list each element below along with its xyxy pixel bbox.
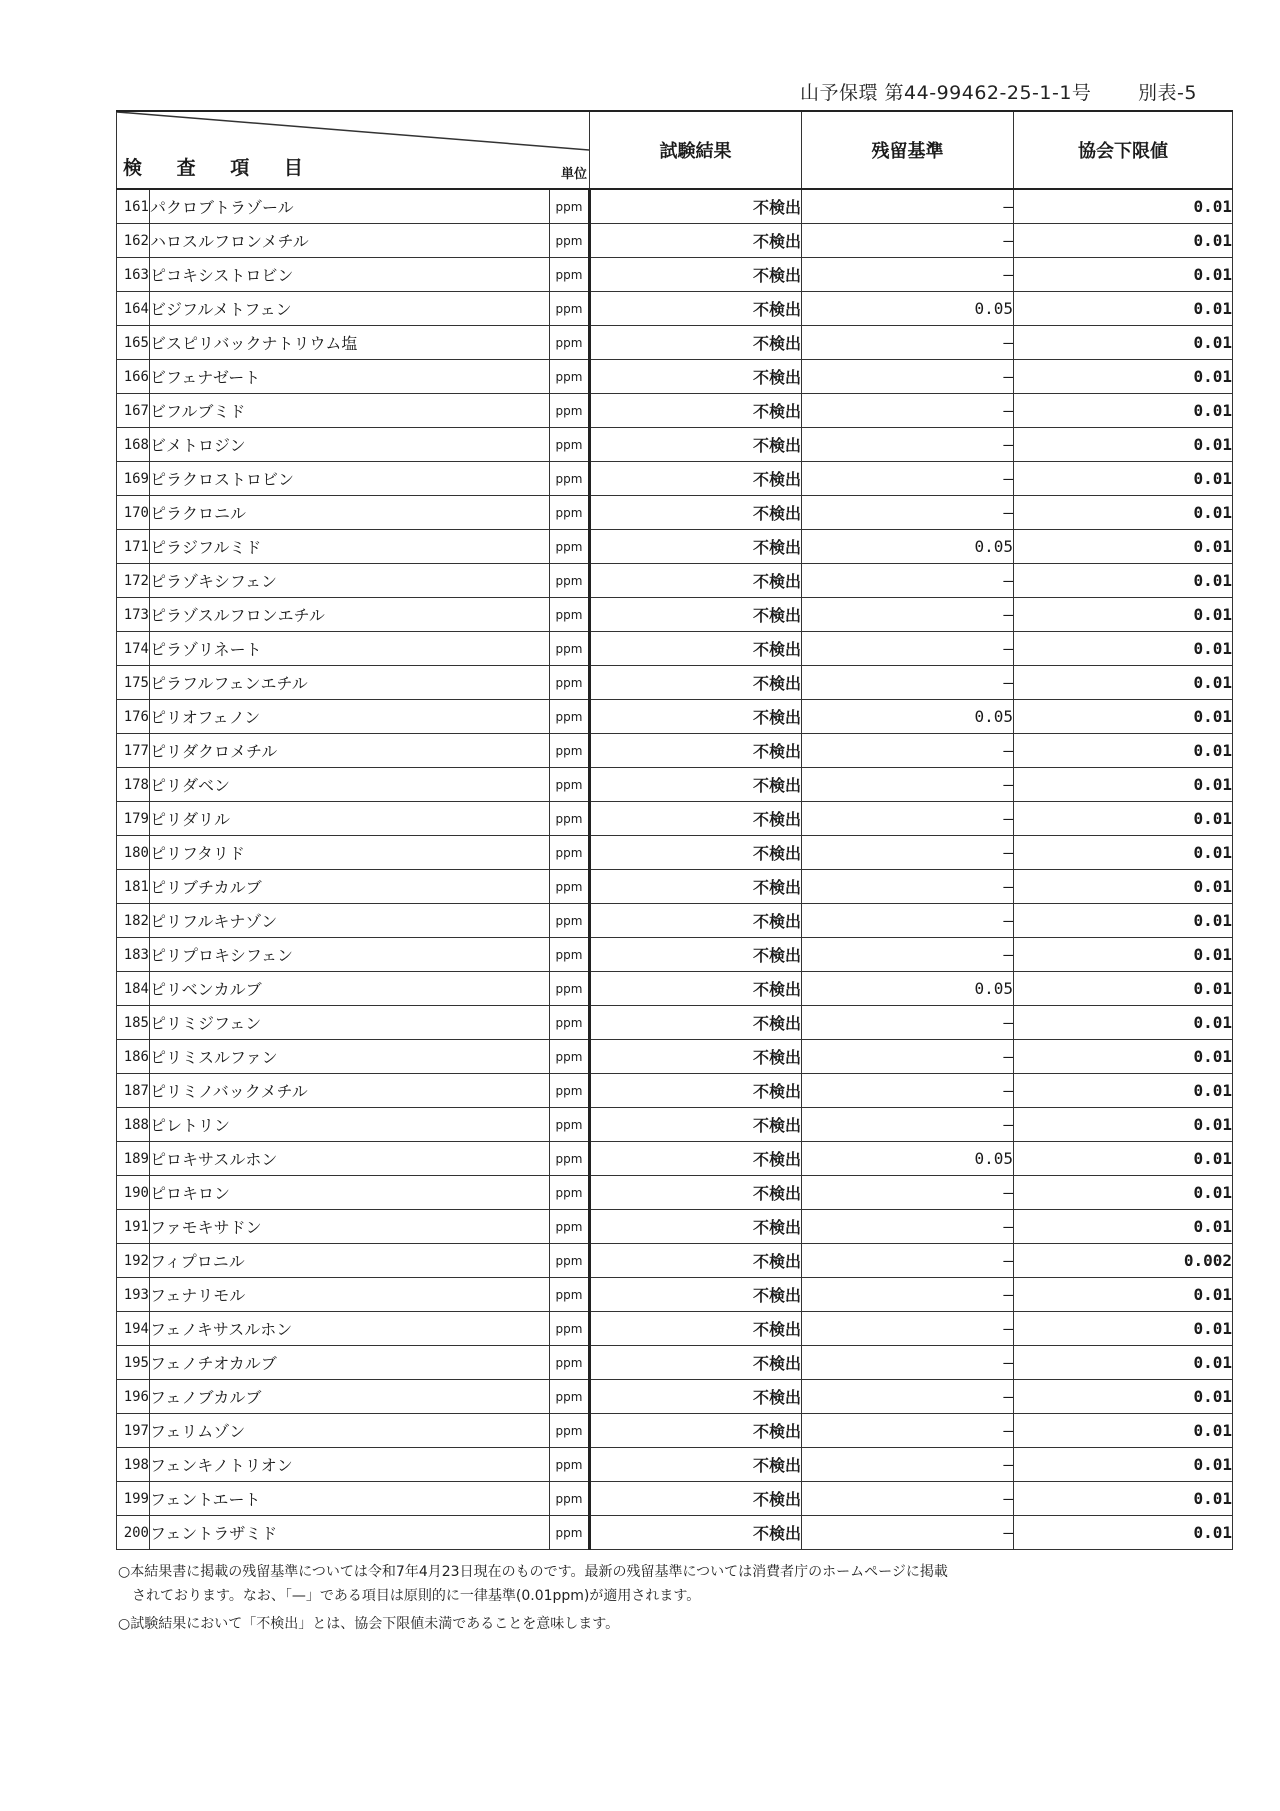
item-name: ビフルブミド xyxy=(150,394,550,428)
item-name: ピラクロニル xyxy=(150,496,550,530)
test-result: 不検出 xyxy=(590,1244,802,1278)
item-name: パクロブトラゾール xyxy=(150,189,550,224)
test-result: 不検出 xyxy=(590,1516,802,1550)
item-name: ピラフルフェンエチル xyxy=(150,666,550,700)
unit: ppm xyxy=(550,1380,590,1414)
row-number: 168 xyxy=(117,428,150,462)
item-name: フェントエート xyxy=(150,1482,550,1516)
unit: ppm xyxy=(550,768,590,802)
row-number: 193 xyxy=(117,1278,150,1312)
residue-standard: — xyxy=(802,564,1014,598)
table-row xyxy=(117,1244,1233,1278)
table-row xyxy=(117,1006,1233,1040)
item-name: ピリフタリド xyxy=(150,836,550,870)
lower-limit: 0.01 xyxy=(1014,836,1233,870)
item-name: フェノキサスルホン xyxy=(150,1312,550,1346)
table-row xyxy=(117,1210,1233,1244)
row-number: 175 xyxy=(117,666,150,700)
test-result: 不検出 xyxy=(590,870,802,904)
unit: ppm xyxy=(550,496,590,530)
table-row xyxy=(117,666,1233,700)
residue-standard: — xyxy=(802,870,1014,904)
item-name: ピラクロストロビン xyxy=(150,462,550,496)
unit: ppm xyxy=(550,1346,590,1380)
table-row xyxy=(117,326,1233,360)
table-row xyxy=(117,632,1233,666)
table-body xyxy=(117,189,1233,1550)
note-1-line-1: ○本結果書に掲載の残留基準については令和7年4月23日現在のものです。最新の残留基準については消費者庁のホームページに掲載 xyxy=(118,1564,948,1580)
unit: ppm xyxy=(550,564,590,598)
result-header: 試験結果 xyxy=(590,111,802,189)
item-name: フィプロニル xyxy=(150,1244,550,1278)
unit: ppm xyxy=(550,428,590,462)
residue-standard: 0.05 xyxy=(802,292,1014,326)
residue-standard: — xyxy=(802,189,1014,224)
residue-standard: — xyxy=(802,1210,1014,1244)
row-number: 188 xyxy=(117,1108,150,1142)
item-name: ピラゾキシフェン xyxy=(150,564,550,598)
residue-standard: — xyxy=(802,394,1014,428)
item-name: ビフェナゼート xyxy=(150,360,550,394)
test-result: 不検出 xyxy=(590,1108,802,1142)
lower-limit: 0.01 xyxy=(1014,1346,1233,1380)
table-row xyxy=(117,938,1233,972)
lower-limit: 0.01 xyxy=(1014,1074,1233,1108)
unit: ppm xyxy=(550,802,590,836)
item-name: ピリミジフェン xyxy=(150,1006,550,1040)
lower-limit: 0.002 xyxy=(1014,1244,1233,1278)
residue-standard: — xyxy=(802,326,1014,360)
residue-standard: — xyxy=(802,462,1014,496)
table-row xyxy=(117,394,1233,428)
test-result: 不検出 xyxy=(590,428,802,462)
item-name: ビメトロジン xyxy=(150,428,550,462)
residue-standard: — xyxy=(802,1006,1014,1040)
table-row xyxy=(117,428,1233,462)
table-row xyxy=(117,564,1233,598)
unit: ppm xyxy=(550,189,590,224)
table-row xyxy=(117,462,1233,496)
unit-header-label: 単位 xyxy=(561,167,588,182)
row-number: 194 xyxy=(117,1312,150,1346)
item-name: ピラゾスルフロンエチル xyxy=(150,598,550,632)
row-number: 195 xyxy=(117,1346,150,1380)
row-number: 187 xyxy=(117,1074,150,1108)
test-result: 不検出 xyxy=(590,1142,802,1176)
unit: ppm xyxy=(550,258,590,292)
test-result: 不検出 xyxy=(590,360,802,394)
unit: ppm xyxy=(550,938,590,972)
unit: ppm xyxy=(550,1312,590,1346)
lower-limit: 0.01 xyxy=(1014,1176,1233,1210)
table-row xyxy=(117,972,1233,1006)
test-result: 不検出 xyxy=(590,598,802,632)
row-number: 178 xyxy=(117,768,150,802)
table-row xyxy=(117,1142,1233,1176)
test-result: 不検出 xyxy=(590,734,802,768)
residue-standard: — xyxy=(802,1448,1014,1482)
row-number: 171 xyxy=(117,530,150,564)
test-result: 不検出 xyxy=(590,530,802,564)
residue-standard: — xyxy=(802,734,1014,768)
unit: ppm xyxy=(550,700,590,734)
unit: ppm xyxy=(550,1074,590,1108)
table-row xyxy=(117,904,1233,938)
lower-limit: 0.01 xyxy=(1014,1414,1233,1448)
table-row xyxy=(117,1176,1233,1210)
table-row xyxy=(117,224,1233,258)
unit: ppm xyxy=(550,1006,590,1040)
lower-limit: 0.01 xyxy=(1014,1312,1233,1346)
table-row xyxy=(117,870,1233,904)
test-result: 不検出 xyxy=(590,938,802,972)
item-name: ピコキシストロビン xyxy=(150,258,550,292)
lower-limit: 0.01 xyxy=(1014,292,1233,326)
item-name: フェリムゾン xyxy=(150,1414,550,1448)
table-header-row xyxy=(117,111,1233,189)
unit: ppm xyxy=(550,292,590,326)
note-1-line-2: されております。なお、「—」である項目は原則的に一律基準(0.01ppm)が適用されます。 xyxy=(118,1588,701,1604)
unit: ppm xyxy=(550,462,590,496)
item-name: ピリダクロメチル xyxy=(150,734,550,768)
note-1 xyxy=(118,1560,1218,1608)
lower-limit: 0.01 xyxy=(1014,530,1233,564)
residue-standard: — xyxy=(802,666,1014,700)
sheet-label: 別表-5 xyxy=(1137,82,1197,104)
lower-limit: 0.01 xyxy=(1014,496,1233,530)
item-name: ピラジフルミド xyxy=(150,530,550,564)
table-row xyxy=(117,189,1233,224)
test-result: 不検出 xyxy=(590,462,802,496)
table-row xyxy=(117,258,1233,292)
unit: ppm xyxy=(550,1040,590,1074)
unit: ppm xyxy=(550,394,590,428)
row-number: 180 xyxy=(117,836,150,870)
row-number: 197 xyxy=(117,1414,150,1448)
table-row xyxy=(117,1414,1233,1448)
item-name: ピリプロキシフェン xyxy=(150,938,550,972)
residue-standard: — xyxy=(802,1414,1014,1448)
table-row xyxy=(117,1380,1233,1414)
lower-limit: 0.01 xyxy=(1014,904,1233,938)
item-name: ピリブチカルブ xyxy=(150,870,550,904)
lower-limit: 0.01 xyxy=(1014,258,1233,292)
row-number: 179 xyxy=(117,802,150,836)
unit: ppm xyxy=(550,1414,590,1448)
test-result: 不検出 xyxy=(590,1414,802,1448)
table-row xyxy=(117,734,1233,768)
item-name: ピリダリル xyxy=(150,802,550,836)
item-name: ピリベンカルブ xyxy=(150,972,550,1006)
item-name: ピリミノバックメチル xyxy=(150,1074,550,1108)
unit: ppm xyxy=(550,1482,590,1516)
test-result: 不検出 xyxy=(590,258,802,292)
test-result: 不検出 xyxy=(590,1482,802,1516)
residue-standard: — xyxy=(802,904,1014,938)
item-name: ファモキサドン xyxy=(150,1210,550,1244)
table-row xyxy=(117,1278,1233,1312)
row-number: 163 xyxy=(117,258,150,292)
table-row xyxy=(117,496,1233,530)
test-result: 不検出 xyxy=(590,1312,802,1346)
lower-limit: 0.01 xyxy=(1014,1278,1233,1312)
residue-standard: 0.05 xyxy=(802,972,1014,1006)
row-number: 183 xyxy=(117,938,150,972)
residue-standard: — xyxy=(802,1074,1014,1108)
lower-limit: 0.01 xyxy=(1014,1006,1233,1040)
table-row xyxy=(117,700,1233,734)
item-name: ピリフルキナゾン xyxy=(150,904,550,938)
row-number: 176 xyxy=(117,700,150,734)
lower-limit: 0.01 xyxy=(1014,1040,1233,1074)
table-row xyxy=(117,768,1233,802)
residue-standard: — xyxy=(802,1312,1014,1346)
lower-limit: 0.01 xyxy=(1014,700,1233,734)
test-result: 不検出 xyxy=(590,1040,802,1074)
table-row xyxy=(117,530,1233,564)
table-row xyxy=(117,1516,1233,1550)
note-2: ○試験結果において「不検出」とは、協会下限値未満であることを意味します。 xyxy=(118,1616,620,1632)
test-result: 不検出 xyxy=(590,1278,802,1312)
item-header xyxy=(117,111,590,189)
row-number: 167 xyxy=(117,394,150,428)
item-name: ビジフルメトフェン xyxy=(150,292,550,326)
table-row xyxy=(117,1108,1233,1142)
unit: ppm xyxy=(550,1244,590,1278)
residue-standard: — xyxy=(802,938,1014,972)
residue-standard: — xyxy=(802,1516,1014,1550)
test-result: 不検出 xyxy=(590,496,802,530)
item-name: フェノチオカルブ xyxy=(150,1346,550,1380)
residue-standard: — xyxy=(802,632,1014,666)
table-row xyxy=(117,292,1233,326)
table-row xyxy=(117,1312,1233,1346)
unit: ppm xyxy=(550,326,590,360)
row-number: 165 xyxy=(117,326,150,360)
lower-limit: 0.01 xyxy=(1014,972,1233,1006)
lower-limit: 0.01 xyxy=(1014,938,1233,972)
test-result: 不検出 xyxy=(590,632,802,666)
unit: ppm xyxy=(550,1210,590,1244)
unit: ppm xyxy=(550,870,590,904)
test-result: 不検出 xyxy=(590,700,802,734)
unit: ppm xyxy=(550,1108,590,1142)
item-name: フェンキノトリオン xyxy=(150,1448,550,1482)
item-name: ビスピリバックナトリウム塩 xyxy=(150,326,550,360)
test-result: 不検出 xyxy=(590,972,802,1006)
unit: ppm xyxy=(550,1142,590,1176)
lower-limit: 0.01 xyxy=(1014,598,1233,632)
lower-limit: 0.01 xyxy=(1014,1380,1233,1414)
residue-standard: — xyxy=(802,496,1014,530)
residue-standard: 0.05 xyxy=(802,1142,1014,1176)
row-number: 170 xyxy=(117,496,150,530)
document-reference xyxy=(800,78,1197,105)
unit: ppm xyxy=(550,904,590,938)
row-number: 174 xyxy=(117,632,150,666)
item-name: ピリオフェノン xyxy=(150,700,550,734)
row-number: 191 xyxy=(117,1210,150,1244)
table-row xyxy=(117,1346,1233,1380)
test-result: 不検出 xyxy=(590,904,802,938)
table-row xyxy=(117,360,1233,394)
lower-limit: 0.01 xyxy=(1014,768,1233,802)
test-result: 不検出 xyxy=(590,768,802,802)
row-number: 184 xyxy=(117,972,150,1006)
test-result: 不検出 xyxy=(590,666,802,700)
lower-limit: 0.01 xyxy=(1014,802,1233,836)
unit: ppm xyxy=(550,666,590,700)
row-number: 192 xyxy=(117,1244,150,1278)
table-row xyxy=(117,1482,1233,1516)
test-result: 不検出 xyxy=(590,394,802,428)
table-row xyxy=(117,598,1233,632)
residue-standard: — xyxy=(802,598,1014,632)
unit: ppm xyxy=(550,224,590,258)
residue-standard: — xyxy=(802,1108,1014,1142)
row-number: 166 xyxy=(117,360,150,394)
row-number: 161 xyxy=(117,189,150,224)
item-name: ハロスルフロンメチル xyxy=(150,224,550,258)
test-result: 不検出 xyxy=(590,1006,802,1040)
lower-limit: 0.01 xyxy=(1014,394,1233,428)
item-name: ピリダベン xyxy=(150,768,550,802)
lower-limit: 0.01 xyxy=(1014,360,1233,394)
unit: ppm xyxy=(550,836,590,870)
residue-standard: — xyxy=(802,428,1014,462)
residue-standard: — xyxy=(802,1040,1014,1074)
unit: ppm xyxy=(550,1278,590,1312)
unit: ppm xyxy=(550,1176,590,1210)
unit: ppm xyxy=(550,972,590,1006)
residue-standard: 0.05 xyxy=(802,530,1014,564)
unit: ppm xyxy=(550,1516,590,1550)
row-number: 164 xyxy=(117,292,150,326)
lower-limit: 0.01 xyxy=(1014,666,1233,700)
residue-standard: — xyxy=(802,1244,1014,1278)
lower-limit: 0.01 xyxy=(1014,1142,1233,1176)
residue-standard: — xyxy=(802,802,1014,836)
doc-number: 山予保環 第44-99462-25-1-1号 xyxy=(800,82,1092,104)
row-number: 162 xyxy=(117,224,150,258)
item-name: フェノブカルブ xyxy=(150,1380,550,1414)
item-name: ピロキロン xyxy=(150,1176,550,1210)
row-number: 185 xyxy=(117,1006,150,1040)
residue-standard: — xyxy=(802,1482,1014,1516)
unit: ppm xyxy=(550,360,590,394)
lower-limit: 0.01 xyxy=(1014,564,1233,598)
residue-standard: 0.05 xyxy=(802,700,1014,734)
test-result: 不検出 xyxy=(590,292,802,326)
table-row xyxy=(117,1074,1233,1108)
item-name: ピラゾリネート xyxy=(150,632,550,666)
row-number: 199 xyxy=(117,1482,150,1516)
test-result: 不検出 xyxy=(590,1210,802,1244)
residue-standard: — xyxy=(802,360,1014,394)
table-row xyxy=(117,802,1233,836)
residue-standard: — xyxy=(802,1278,1014,1312)
residue-standard: — xyxy=(802,224,1014,258)
lower-limit: 0.01 xyxy=(1014,1482,1233,1516)
test-result: 不検出 xyxy=(590,1176,802,1210)
test-result: 不検出 xyxy=(590,224,802,258)
residue-standard: — xyxy=(802,1346,1014,1380)
residue-standard: — xyxy=(802,836,1014,870)
test-result: 不検出 xyxy=(590,1346,802,1380)
residue-standard: — xyxy=(802,258,1014,292)
item-name: ピレトリン xyxy=(150,1108,550,1142)
unit: ppm xyxy=(550,1448,590,1482)
results-table xyxy=(116,110,1233,1550)
table-row xyxy=(117,1040,1233,1074)
residue-standard: — xyxy=(802,768,1014,802)
lower-limit: 0.01 xyxy=(1014,224,1233,258)
lower-limit: 0.01 xyxy=(1014,632,1233,666)
unit: ppm xyxy=(550,632,590,666)
row-number: 172 xyxy=(117,564,150,598)
lower-limit: 0.01 xyxy=(1014,1516,1233,1550)
row-number: 189 xyxy=(117,1142,150,1176)
unit: ppm xyxy=(550,598,590,632)
unit: ppm xyxy=(550,530,590,564)
unit: ppm xyxy=(550,734,590,768)
test-result: 不検出 xyxy=(590,836,802,870)
lower-limit: 0.01 xyxy=(1014,462,1233,496)
footnotes xyxy=(118,1560,1218,1640)
row-number: 200 xyxy=(117,1516,150,1550)
residue-standard: — xyxy=(802,1380,1014,1414)
row-number: 182 xyxy=(117,904,150,938)
lower-limit: 0.01 xyxy=(1014,734,1233,768)
test-result: 不検出 xyxy=(590,1448,802,1482)
test-result: 不検出 xyxy=(590,802,802,836)
row-number: 190 xyxy=(117,1176,150,1210)
item-header-label: 検 査 項 目 xyxy=(123,157,317,179)
standard-header: 残留基準 xyxy=(802,111,1014,189)
lower-limit: 0.01 xyxy=(1014,870,1233,904)
row-number: 177 xyxy=(117,734,150,768)
test-result: 不検出 xyxy=(590,189,802,224)
item-name: ピロキサスルホン xyxy=(150,1142,550,1176)
row-number: 186 xyxy=(117,1040,150,1074)
table-row xyxy=(117,836,1233,870)
test-result: 不検出 xyxy=(590,326,802,360)
lower-limit: 0.01 xyxy=(1014,189,1233,224)
lower-limit: 0.01 xyxy=(1014,1108,1233,1142)
lower-limit: 0.01 xyxy=(1014,1210,1233,1244)
row-number: 198 xyxy=(117,1448,150,1482)
lower-limit: 0.01 xyxy=(1014,428,1233,462)
lower-limit: 0.01 xyxy=(1014,326,1233,360)
item-name: フェントラザミド xyxy=(150,1516,550,1550)
item-name: フェナリモル xyxy=(150,1278,550,1312)
test-result: 不検出 xyxy=(590,564,802,598)
test-result: 不検出 xyxy=(590,1074,802,1108)
lower-limit: 0.01 xyxy=(1014,1448,1233,1482)
row-number: 173 xyxy=(117,598,150,632)
limit-header: 協会下限値 xyxy=(1014,111,1233,189)
table-row xyxy=(117,1448,1233,1482)
row-number: 181 xyxy=(117,870,150,904)
residue-standard: — xyxy=(802,1176,1014,1210)
row-number: 169 xyxy=(117,462,150,496)
row-number: 196 xyxy=(117,1380,150,1414)
test-result: 不検出 xyxy=(590,1380,802,1414)
item-name: ピリミスルファン xyxy=(150,1040,550,1074)
